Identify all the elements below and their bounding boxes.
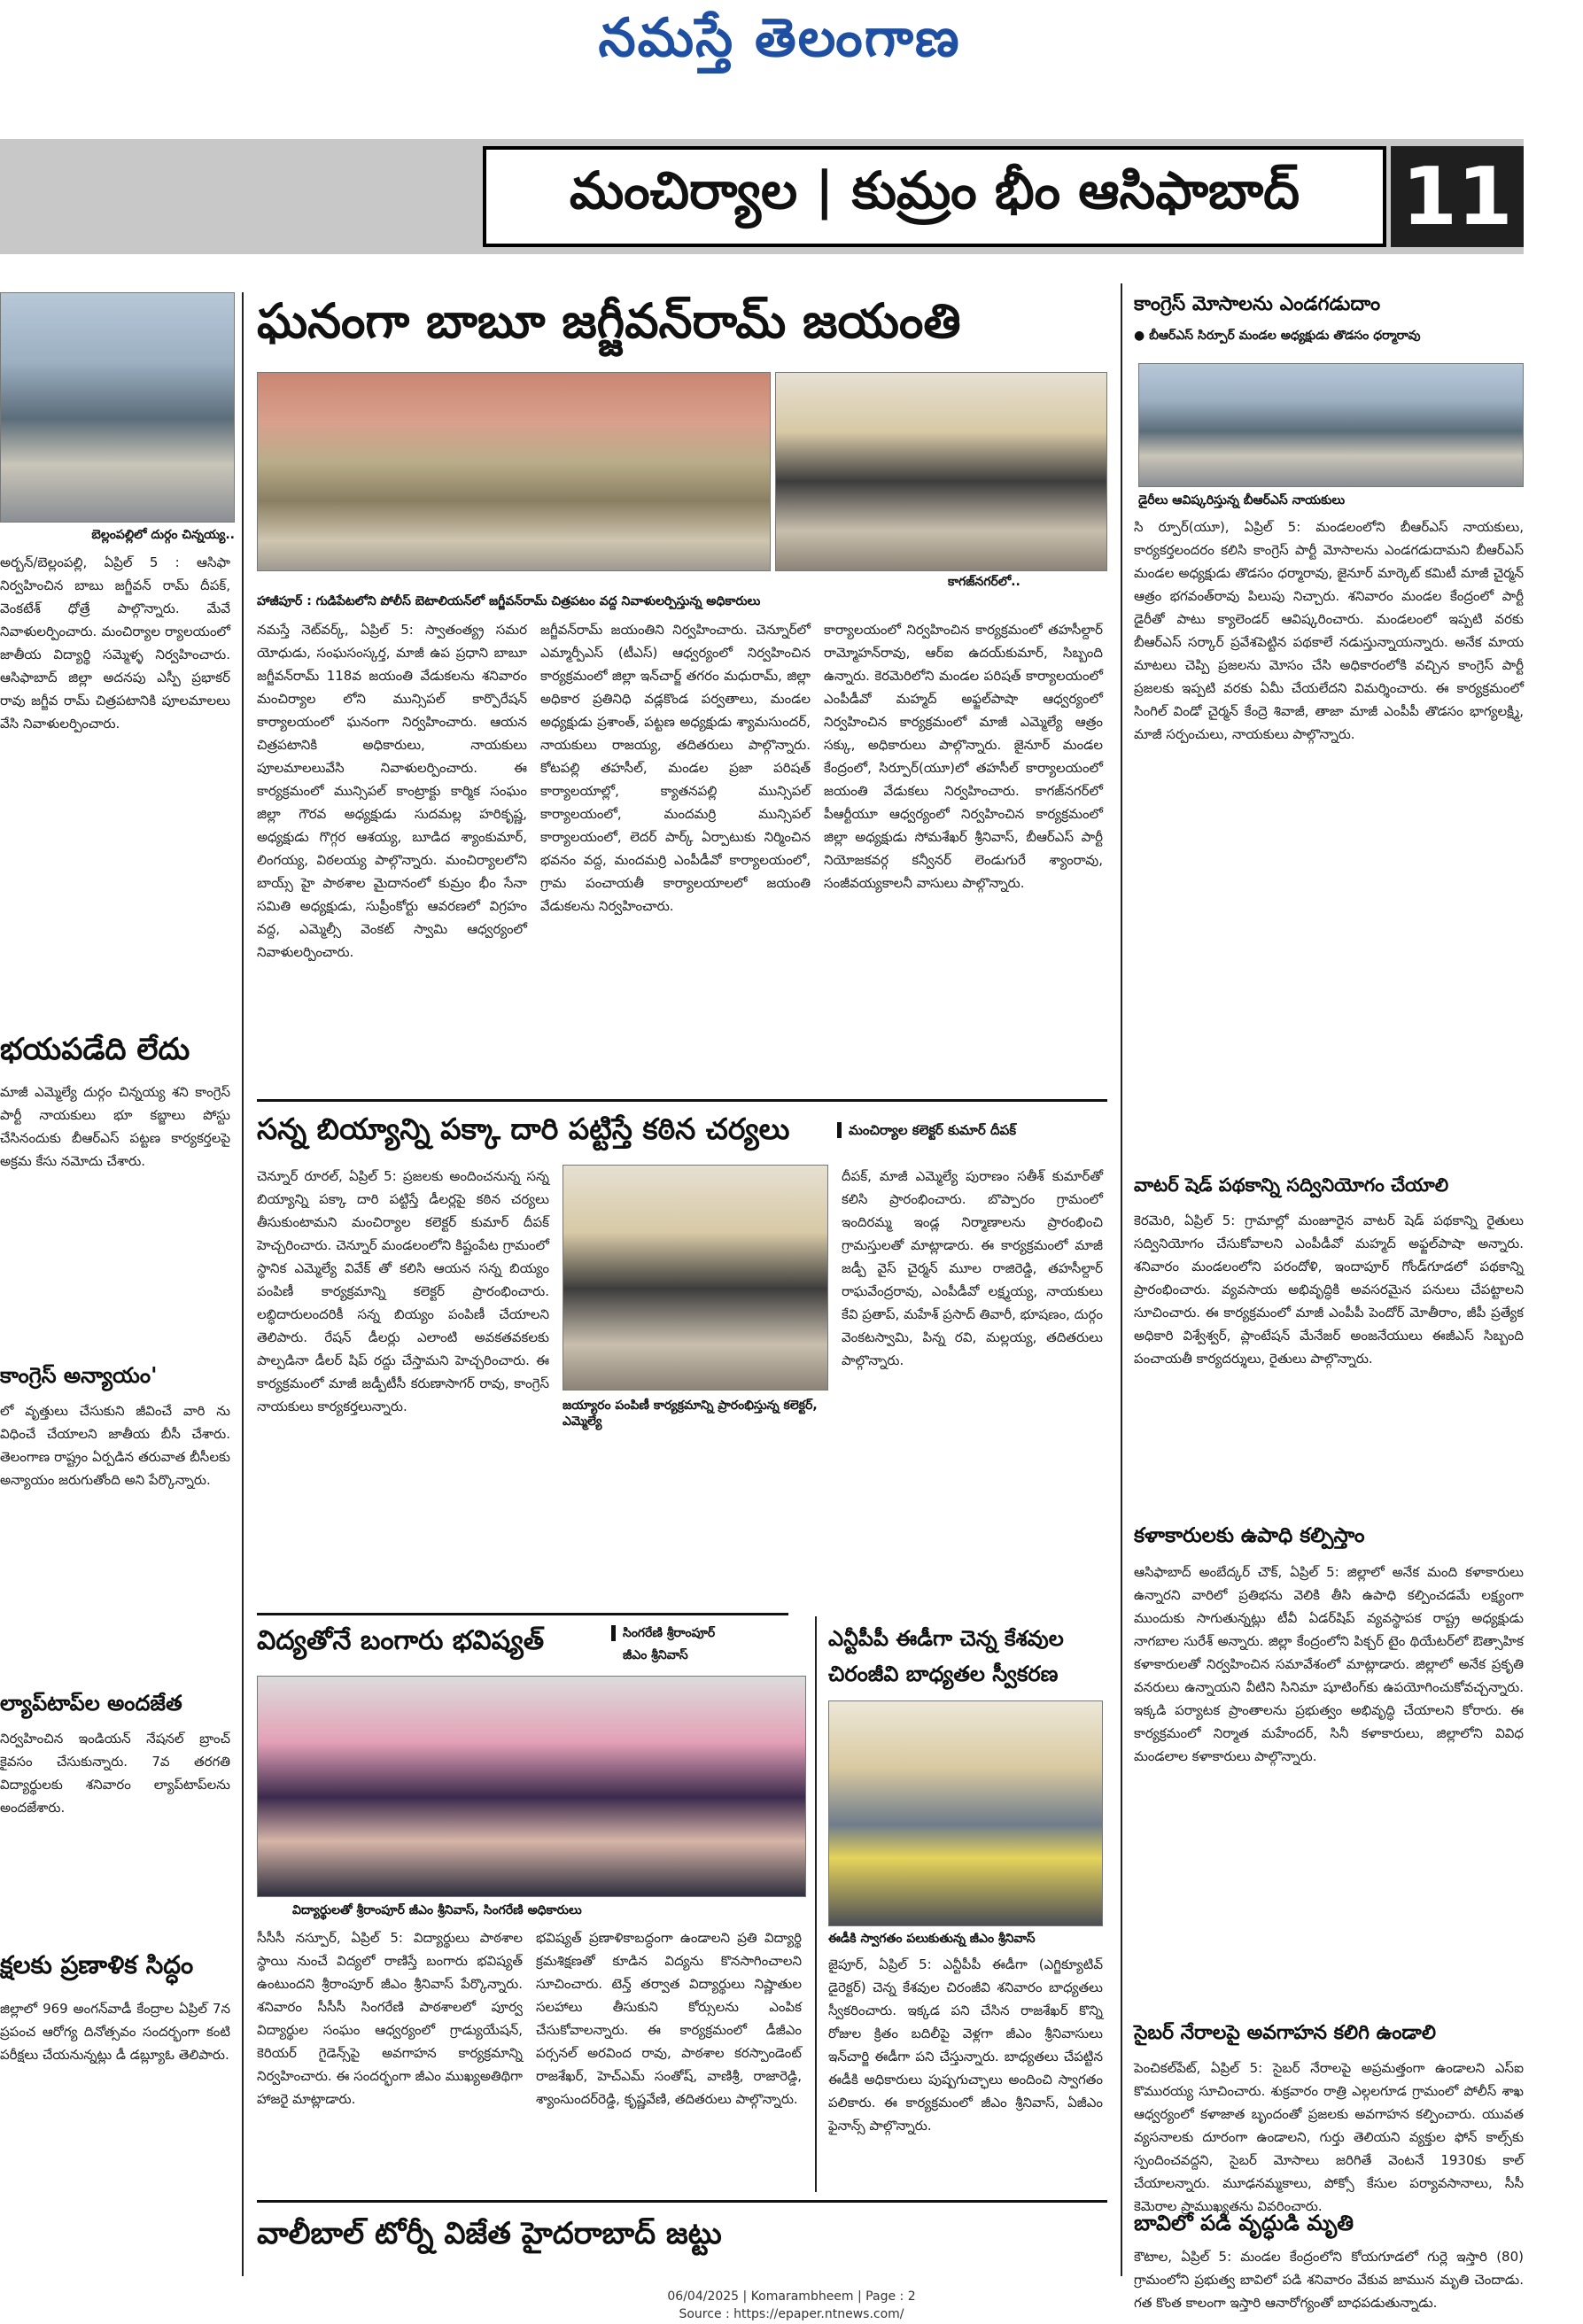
story2-photo-caption: జయ్యారం పంపిణీ కార్యక్రమాన్ని ప్రారంభిస్తున్న కలెక్టర్, ఎమ్మెల్యే [563, 1398, 818, 1429]
page-number: 11 [1391, 146, 1524, 247]
section-title: మంచిర్యాల | కుమ్రం భీం ఆసిఫాబాద్ [569, 159, 1300, 221]
right-column [1134, 283, 1524, 2311]
story2-col3: దీపక్, మాజీ ఎమ్మెల్యే పురాణం సతీశ్ కుమార్‌తో కలిసి ప్రారంభించారు. బొప్పారం గ్రామంలో ఇందిరమ్మ ఇండ్ల నిర్మాణాలను ప్రారంభించి గ్రామస్తులతో మాట్లాడారు. ఈ కార్యక్రమంలో మాజీ జడ్పీ వైస్ చైర్మన్ మూల రాజిరెడ్డి, తహసీల్దార్ రాఘవేంద్రరావు, ఎంపీడీవో లక్ష్మయ్య, నాయకులు కేవి ప్రతాప్, మహేశ్ ప్రసాద్ తివారీ, భూషణం, దుర్గం వెంకటస్వామి, పిన్న రవి, మల్లయ్య, తదితరులు పాల్గొన్నారు. [842, 1168, 1103, 1368]
left-top-photo [0, 292, 235, 523]
story3-divider [815, 1616, 817, 2192]
right-headline-3: కళాకారులకు ఉపాధి కల్పిస్తాం [1134, 1523, 1365, 1547]
right-headline-1-sub: ● బీఆర్ఎస్ సిర్పూర్ మండల అధ్యక్షుడు తొడసం ధర్మారావు [1134, 329, 1421, 343]
lead-story-col2: జగ్జీవన్‌రామ్ జయంతిని నిర్వహించారు. చెన్నూర్‌లో ఎమ్మార్పీఎస్ (టీఎస్) ఆధ్వర్యంలో నిర్వహించిన కార్యక్రమంలో జిల్లా ఇన్‌చార్జ్ తగరం మధురామ్, జిల్లా అధికార ప్రతినిధి వడ్లకొండ పర్వతాలు, మండల అధ్యక్షుడు ప్రశాంత్, పట్టణ అధ్యక్షుడు శ్యామసుందర్, నాయకులు రాజయ్య, తదితరులు పాల్గొన్నారు. కోటపల్లి తహసీల్, మండల ప్రజా పరిషత్ కార్యాలయాల్లో, క్యాతనపల్లి మున్సిపల్ కార్యాలయంలో, మందమర్రి మున్సిపల్ కార్యాలయంలో, లెదర్ పార్క్ ఏర్పాటుకు నిర్మించిన భవనం వద్ద, మందమర్రి ఎంపీడీవో కార్యాలయంలో, గ్రామ పంచాయతీ కార్యాలయాలలో జయంతి వేడుకలను నిర్వహించారు. [540, 622, 811, 914]
lead-photo-police [257, 372, 771, 571]
section-title-box [483, 146, 1386, 247]
lead-headline: ఘనంగా బాబూ జగ్జీవన్‌రామ్ జయంతి [257, 292, 961, 349]
footer-source-link[interactable]: Source : https://epaper.ntnews.com/ [679, 2307, 904, 2321]
story3-col2: భవిష్యత్ ప్రణాళికాబద్ధంగా ఉండాలని ప్రతి విద్యార్థి క్రమశిక్షణతో కూడిన విద్యను కొనసాగించాలని సూచించారు. టెన్త్ తర్వాత విద్యార్థులు నిష్ణాతుల సలహాలు తీసుకుని కోర్సులను ఎంపిక చేసుకోవాలన్నారు. ఈ కార్యక్రమంలో డీజీఎం పర్సనల్ అరవింద రావు, పాఠశాల కరస్పాండెంట్ రాజశేఖర్, హెచ్ఎమ్ సంతోష్, వాణిశ్రీ, రాజారెడ్డి, శ్యాంసుందర్‌రెడ్డి, కృష్ణవేణి, తదితరులు పాల్గొన్నారు. [536, 1930, 802, 2107]
story3-tag-1: సింగరేణి శ్రీరాంపూర్ [611, 1625, 788, 1641]
lead-story-col3: కార్యాలయంలో నిర్వహించిన కార్యక్రమంలో తహసీల్దార్ రామ్మోహన్‌రావు, ఆర్ఐ ఉదయ్‌కుమార్, సిబ్బంది ఉన్నారు. కెరమెరిలోని మండల పరిషత్ కార్యాలయంలో ఎంపీడీవో మహ్మద్ అఫ్జల్‌పాషా ఆధ్వర్యంలో నిర్వహించిన కార్యక్రమంలో మాజీ ఎమ్మెల్యే ఆత్రం సక్కు, అధికారులు పాల్గొన్నారు. జైనూర్ మండల కేంద్రంలో, సిర్పూర్(యూ)లో తహసీల్ కార్యాలయంలో జయంతి వేడుకలు నిర్వహించారు. కాగజ్‌నగర్‌లో పీఆర్టీయూ ఆధ్వర్యంలో నిర్వహించిన కార్యక్రమంలో జిల్లా అధ్యక్షుడు సోమశేఖర్ శ్రీనివాస్, బీఆర్ఎస్ పార్టీ నియోజకవర్గ కన్వీనర్ లెండుగురే శ్యాంరావు, సంజీవయ్యకాలనీ వాసులు పాల్గొన్నారు. [824, 622, 1103, 891]
story4-headline-2: చిరంజీవి బాధ్యతల స్వీకరణ [828, 1661, 1059, 1686]
right-headline-2: వాటర్ షెడ్ పథకాన్ని సద్వినియోగం చేయాలి [1134, 1174, 1449, 1196]
left-headline-3: ల్యాప్‌టాప్‌ల అందజేత [0, 1690, 182, 1716]
page-footer [0, 2288, 1583, 2323]
masthead [0, 0, 1583, 133]
story-separator-1 [257, 1094, 1107, 1106]
right-story-3-body: ఆసిఫాబాద్ అంబేద్కర్ చౌక్, ఏప్రిల్ 5: జిల్లాలో అనేక మంది కళాకారులు ఉన్నారని వారిలో ప్రతిభను వెలికి తీసి ఉపాధి కల్పించడమే లక్ష్యంగా ముందుకు సాగుతున్నట్లు టీవీ ఏడర్‌షిప్ వ్యవస్థాపక రాష్ట్ర అధ్యక్షుడు నాగబాల సురేశ్ అన్నారు. జిల్లా కేంద్రంలోని పిక్చర్ టైం థియేటర్‌లో ఔత్సాహిక కళాకారులతో నిర్వహించిన సమావేశంలో మాట్లాడారు. జిల్లాలో అనేక ప్రకృతి వనరులు ఉన్నాయని వీటిని సినిమా షూటింగ్‌కు ఉపయోగించుకోవచ్చన్నారు. ఇక్కడి పర్యాటక ప్రాంతాలను ప్రభుత్వం అభివృద్ధి చేయాలని కోరారు. ఈ కార్యక్రమంలో నిర్మాత మహేందర్, సినీ కళాకారులు, జిల్లాలోని వివిధ మండలాల కళాకారులు పాల్గొన్నారు. [1134, 1564, 1524, 1764]
column-divider-right [1121, 283, 1122, 2276]
story-separator-2 [257, 1607, 788, 1620]
story2-tag: మంచిర్యాల కలెక్టర్ కుమార్ దీపక్ [837, 1122, 1103, 1138]
story2-col1: చెన్నూర్ రూరల్, ఏప్రిల్ 5: ప్రజలకు అందించనున్న సన్న బియ్యాన్ని పక్కా దారి పట్టిస్తే డీలర్లపై కఠిన చర్యలు తీసుకుంటామని మంచిర్యాల కలెక్టర్ కుమార్ దీపక్ హెచ్చరించారు. చెన్నూర్ మండలంలోని కిష్టంపేట గ్రామంలో స్థానిక ఎమ్మెల్యే వివేక్ తో కలిసి ఆయన సన్న బియ్యం పంపిణీ కార్యక్రమాన్ని కలెక్టర్ ప్రారంభించారు. లబ్ధిదారులందరికీ సన్న బియ్యం పంపిణీ చేయాలని తెలిపారు. రేషన్ డీలర్లు ఎలాంటి అవకతవకలకు పాల్పడినా డీలర్ షిప్ రద్దు చేస్తామని హెచ్చరించారు. ఈ కార్యక్రమంలో మాజీ జడ్పీటీసీ కరుణాసాగర్ రావు, కాంగ్రెస్ నాయకులు కార్యకర్తలున్నారు. [257, 1168, 549, 1414]
story4-photo [828, 1700, 1103, 1926]
left-headline-2: కాంగ్రెస్ అన్యాయం' [0, 1362, 158, 1388]
story3-headline: విద్యతోనే బంగారు భవిష్యత్ [257, 1625, 545, 1656]
left-story-1-body: మాజీ ఎమ్మెల్యే దుర్గం చిన్నయ్య శని కాంగ్రెస్ పార్టీ నాయకులు భూ కబ్జాలు పోస్టు చేసినందుకు బీఆర్ఎస్ పట్టణ కార్యకర్తలపై అక్రమ కేసు నమోదు చేశారు. [0, 1084, 230, 1169]
right-story-1-body: సి ర్పూర్(యూ), ఏప్రిల్ 5: మండలంలోని బీఆర్ఎస్ నాయకులు, కార్యకర్తలందరం కలిసి కాంగ్రెస్ పార్టీ మోసాలను ఎండగడుదామని బీఆర్ఎస్ మండల అధ్యక్షుడు తొడసం ధర్మారావు, జైనూర్ మార్కెట్ కమిటీ మాజీ చైర్మన్ ఆత్రం భగవంత్‌రావు పిలుపు నిచ్చారు. శనివారం మండల కేంద్రంలో పార్టీ డైరీతో పాటు క్యాలెండర్ ఆవిష్కరించారు. మండలంలో ఇప్పటి వరకు బీఆర్ఎస్ సర్కార్ ప్రవేశపెట్టిన పథకాలే నడుస్తున్నాయన్నారు. అనేక మాయ మాటలు చెప్పి ప్రజలను మోసం చేసి అధికారంలోకి వచ్చిన కాంగ్రెస్ పార్టీ ప్రజలకు ఇప్పటి వరకు ఏమీ చేయలేదని విమర్శించారు. ఈ కార్యక్రమంలో సింగిల్ విండో చైర్మన్ కేంద్రె శివాజీ, తాజా మాజీ ఎంపీపీ తొడసం భాగ్యలక్ష్మి, మాజీ సర్పంచులు, నాయకులు పాల్గొన్నారు. [1134, 519, 1524, 742]
column-divider [242, 292, 244, 2276]
right-headline-4: సైబర్ నేరాలపై అవగాహన కలిగి ఉండాలి [1134, 2021, 1436, 2044]
story3-photo [257, 1676, 806, 1897]
story5-headline: వాలీబాల్ టోర్నీ విజేత హైదరాబాద్ జట్టు [257, 2216, 722, 2251]
story3-photo-caption: విద్యార్థులతో శ్రీరాంపూర్ జీఎం శ్రీనివాస్, సింగరేణి అధికారులు [292, 1903, 582, 1917]
right-story-5-body: కౌటాల, ఏప్రిల్ 5: మండల కేంద్రంలోని కోయగూడలో గుర్లె ఇస్తారి (80) గ్రామంలోని ప్రభుత్వ బావిలో పడి శనివారం వేకువ జామున మృతి చెందాడు. గత కొంత కాలంగా ఇస్తారి ఆనారోగ్యంతో బాధపడుతున్నాడు. [1134, 2249, 1524, 2311]
story3-tag-2: జీఎం శ్రీనివాస్ [623, 1648, 688, 1662]
left-column [0, 292, 235, 2285]
left-story-3-body: నిర్వహించిన ఇండియన్ నేషనల్ బ్రాంచ్ కైవసం చేసుకున్నారు. 7వ తరగతి విద్యార్థులకు శనివారం ల్యాప్‌టాప్‌లను అందజేశారు. [0, 1731, 230, 1816]
section-banner [0, 139, 1524, 254]
right-photo [1138, 363, 1524, 487]
lead-photo-right-caption: కాగజ్‌నగర్‌లో.. [948, 575, 1020, 589]
story2-headline: సన్న బియ్యాన్ని పక్కా దారి పట్టిస్తే కఠిన చర్యలు [257, 1112, 790, 1146]
footer-edition-line: 06/04/2025 | Komarambheem | Page : 2 [667, 2289, 916, 2304]
left-story-4-body: జిల్లాలో 969 అంగన్‌వాడీ కేంద్రాల ఏప్రిల్ 7న ప్రపంచ ఆరోగ్య దినోత్సవం సందర్భంగా కంటి పరీక్షలు చేయనున్నట్లు డీ డబ్ల్యూఓ తెలిపారు. [0, 2001, 230, 2063]
story4-body: జైపూర్, ఏప్రిల్ 5: ఎన్టీపీపీ ఈడీగా (ఎగ్జిక్యూటివ్ డైరెక్టర్) చెన్న కేశవుల చిరంజీవి శనివారం బాధ్యతలు స్వీకరించారు. ఇక్కడ పని చేసిన రాజశేఖర్ కొన్ని రోజుల క్రితం బదిలీపై వెళ్లగా జీఎం శ్రీనివాసులు ఇన్‌చార్జి ఈడీగా పని చేస్తున్నారు. బాధ్యతలు చేపట్టిన ఈడీకి అధికారులు పుష్పగుచ్ఛాలు అందించి స్వాగతం పలికారు. ఈ కార్యక్రమంలో జీఎం శ్రీనివాస్, ఏజీఎం ఫైనాన్స్ పాల్గొన్నారు. [828, 1956, 1103, 2134]
left-headline-4: క్షలకు ప్రణాళిక సిద్ధం [0, 1950, 194, 1979]
left-story-2-body: లో వృత్తులు చేసుకుని జీవించే వారి ను విధించే చేయాలని జాతీయ బీసీ చేశారు. తెలంగాణ రాష్ట్రం ఏర్పడిన తరువాత బీసీలకు అన్యాయం జరుగుతోంది అని పేర్కొన్నారు. [0, 1403, 230, 1488]
right-headline-1: కాంగ్రెస్ మోసాలను ఎండగడుదాం [1134, 292, 1381, 315]
newspaper-logo: నమస్తే తెలంగాణ [598, 7, 961, 69]
lead-photo-caption: హాజీపూర్ : గుడిపేటలోని పోలీస్ బెటాలియన్‌లో జగ్జీవన్‌రామ్ చిత్రపటం వద్ద నివాళులర్పిస్తున్న అధికారులు [257, 594, 761, 608]
lead-photo-kagaznagar [775, 372, 1107, 571]
story4-photo-caption: ఈడీకి స్వాగతం పలుకుతున్న జీఎం శ్రీనివాస్ [828, 1932, 1036, 1946]
story4-headline-1: ఎన్టీపీపీ ఈడీగా చెన్న కేశవుల [828, 1625, 1064, 1651]
right-story-4-body: పెంచికల్‌పేట్, ఏప్రిల్ 5: సైబర్ నేరాలపై అప్రమత్తంగా ఉండాలని ఎస్ఐ కొమురయ్య సూచించారు. శుక్రవారం రాత్రి ఎల్గలగూడ గ్రామంలో పోలీస్ శాఖ ఆధ్వర్యంలో కళాజాత బృందంతో ప్రజలకు అవగాహన కల్పించారు. యువత వ్యసనాలకు దూరంగా ఉండాలని, గుర్తు తెలియని వ్యక్తుల ఫోన్ కాల్స్‌కు స్పందించవద్దని, సైబర్ మోసాలు జరిగితే వెంటనే 1930కు కాల్ చేయాలన్నారు. మూఢనమ్మకాలు, పోక్సో కేసుల పర్యావసానాలు, సీసీ కెమెరాల ప్రాముఖ్యతను వివరించారు. [1134, 2060, 1524, 2214]
story2-photo [563, 1165, 828, 1391]
left-top-story-body: అర్బన్/బెల్లంపల్లి, ఏప్రిల్ 5 : ఆసిఫా నిర్వహించిన బాబు జగ్జీవన్ రామ్ దీపక్, వెంకటేశ్ ధోత్రే పాల్గొన్నారు. మేవే నివాళులర్పించారు. మంచిర్యాల ర్యాలయంలో జాతీయ విద్యార్థి సమ్మెళ్ళ నిర్వహించారు. ఆసిఫాబాద్ జిల్లా అదనపు ఎస్పీ ప్రభాకర్ రావు జగ్జీవ రామ్ చిత్రపటానికి పూలమాలలు వేసి నివాళులర్పించారు. [0, 554, 230, 732]
lead-story-col1: నమస్తే నెట్‌వర్క్, ఏప్రిల్ 5: స్వాతంత్య్ర సమర యోధుడు, సంఘసంస్కర్త, మాజీ ఉప ప్రధాని బాబూ జగ్జీవన్‌రామ్ 118వ జయంతి వేడుకలను శనివారం మంచిర్యాల లోని మున్సిపల్ కార్పొరేషన్ కార్యాలయంలో ఘనంగా నిర్వహించారు. ఆయన చిత్రపటానికి అధికారులు, నాయకులు పూలమాలలువేసి నివాళులర్పించారు. ఈ కార్యక్రమంలో మున్సిపల్ కాంట్రాక్టు కార్మిక సంఘం జిల్లా గౌరవ అధ్యక్షుడు సుదమల్ల హరికృష్ణ, అధ్యక్షుడు గొగ్గర ఆశయ్య, బూడిద శ్యాంకుమార్, లింగయ్య, విఠలయ్య పాల్గొన్నారు. మంచిర్యాలలోని బాయ్స్ హై పాఠశాల మైదానంలో కుమ్రం భీం సేనా సమితి అధ్యక్షుడు, సుప్రీంకోర్టు ఆవరణలో విగ్రహం వద్ద, ఎమ్మెల్సీ వెంకట్ స్వామి ఆధ్వర్యంలో నివాళులర్పించారు. [257, 622, 527, 960]
right-photo-caption: డైరీలు ఆవిష్కరిస్తున్న బీఆర్ఎస్ నాయకులు [1138, 493, 1346, 507]
main-column [257, 292, 1107, 2285]
story-separator-3 [257, 2195, 1107, 2207]
story3-col1: సీసీసీ నస్పూర్, ఏప్రిల్ 5: విద్యార్థులు పాఠశాల స్థాయి నుంచే విద్యలో రాణిస్తే బంగారు భవిష్యత్ ఉంటుందని శ్రీరాంపూర్ జీఎం శ్రీనివాస్ పేర్కొన్నారు. శనివారం సీసీసీ సింగరేణి పాఠశాలలో పూర్వ విద్యార్థుల సంఘం ఆధ్వర్యంలో గ్రాడ్యుయేషన్, కెరియర్ గైడెన్స్‌పై అవగాహన కార్యక్రమాన్ని నిర్వహించారు. ఈ సందర్భంగా జీఎం ముఖ్యఅతిథిగా హాజరై మాట్లాడారు. [257, 1930, 523, 2107]
left-headline-1: భయపడేది లేదు [0, 1032, 190, 1067]
right-headline-5: బావిలో పడి వృద్ధుడి మృతి [1134, 2210, 1354, 2235]
left-top-photo-caption: బెల్లంపల్లిలో దుర్గం చిన్నయ్య.. [91, 528, 235, 542]
right-story-2-body: కెరమెరి, ఏప్రిల్ 5: గ్రామాల్లో మంజూరైన వాటర్ షెడ్ పథకాన్ని రైతులు సద్వినియోగం చేసుకోవాలని ఎంపీడీవో మహ్మద్ అఫ్జల్‌పాషా అన్నారు. శనివారం మండలంలోని పరందోళి, ఇందాపూర్ గోండ్‌గూడలో పథకాన్ని ప్రారంభించారు. వ్యవసాయ అభివృద్ధికి అవసరమైన పనులు చేపట్టాలని సూచించారు. ఈ కార్యక్రమంలో మాజీ ఎంపీపీ పెందోర్ మోతీరాం, జీపీ ప్రత్యేక అధికారి విశ్వేశ్వర్, ప్లాంటేషన్ మేనేజర్ అంజనేయులు ఈజీఎస్ సిబ్బంది పంచాయతీ కార్యదర్శులు, రైతులు పాల్గొన్నారు. [1134, 1212, 1524, 1367]
